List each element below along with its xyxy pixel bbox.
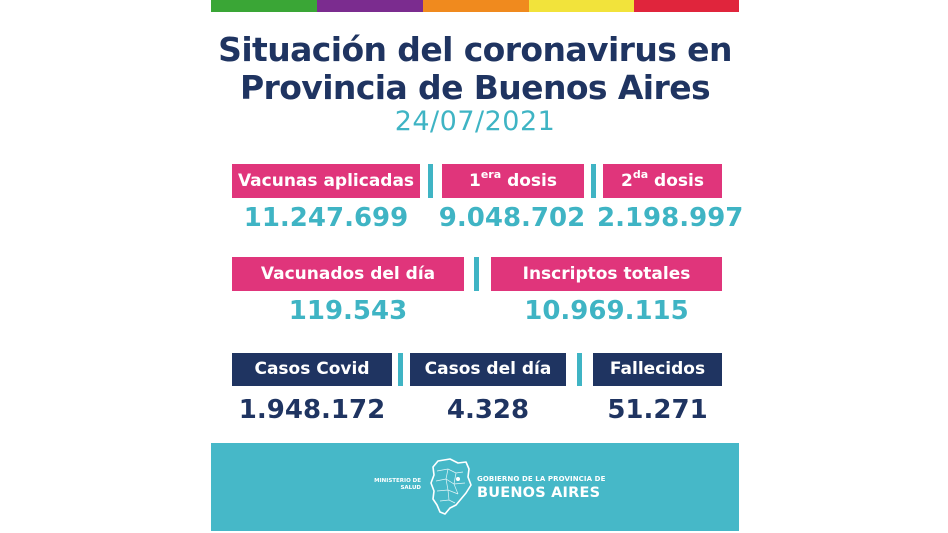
casos-covid-value: 1.948.172 — [238, 395, 386, 425]
vacunados-del-dia-label: Vacunados del día — [232, 257, 464, 291]
casos-del-dia-value: 4.328 — [446, 395, 530, 425]
ministerio-de-salud-text: MINISTERIO DE SALUD — [374, 478, 421, 491]
flag-red — [634, 0, 739, 12]
footer-banner — [211, 443, 739, 531]
fallecidos-label: Fallecidos — [593, 353, 722, 386]
report-date: 24/07/2021 — [394, 106, 556, 137]
vacunados-del-dia-value: 119.543 — [288, 296, 408, 326]
flag-yellow — [529, 0, 634, 12]
province-map-icon — [428, 457, 472, 517]
buenos-aires-logo-text: BUENOS AIRES — [477, 485, 601, 501]
separator — [474, 257, 479, 291]
separator — [591, 164, 596, 198]
page-title-line1: Situación del coronavirus en — [218, 30, 732, 69]
separator — [428, 164, 433, 198]
casos-del-dia-label: Casos del día — [410, 353, 566, 386]
casos-covid-label: Casos Covid — [232, 353, 392, 386]
flag-purple — [317, 0, 423, 12]
separator — [577, 353, 582, 386]
page-title-line2: Provincia de Buenos Aires — [239, 68, 711, 107]
gobierno-text: GOBIERNO DE LA PROVINCIA DE — [477, 475, 606, 483]
inscriptos-totales-value: 10.969.115 — [524, 296, 689, 326]
fallecidos-value: 51.271 — [607, 395, 708, 425]
vacunas-aplicadas-value: 11.247.699 — [243, 203, 409, 233]
infographic-card — [211, 0, 744, 533]
separator — [398, 353, 403, 386]
primera-dosis-value: 9.048.702 — [438, 203, 586, 233]
inscriptos-totales-label: Inscriptos totales — [491, 257, 722, 291]
vacunas-aplicadas-label: Vacunas aplicadas — [232, 164, 420, 198]
segunda-dosis-label: $2^{da}$ dosis — [603, 164, 722, 198]
flag-orange — [423, 0, 529, 12]
flag-green — [211, 0, 317, 12]
primera-dosis-label: $1^{era}$ dosis — [442, 164, 584, 198]
segunda-dosis-value: 2.198.997 — [597, 203, 744, 233]
